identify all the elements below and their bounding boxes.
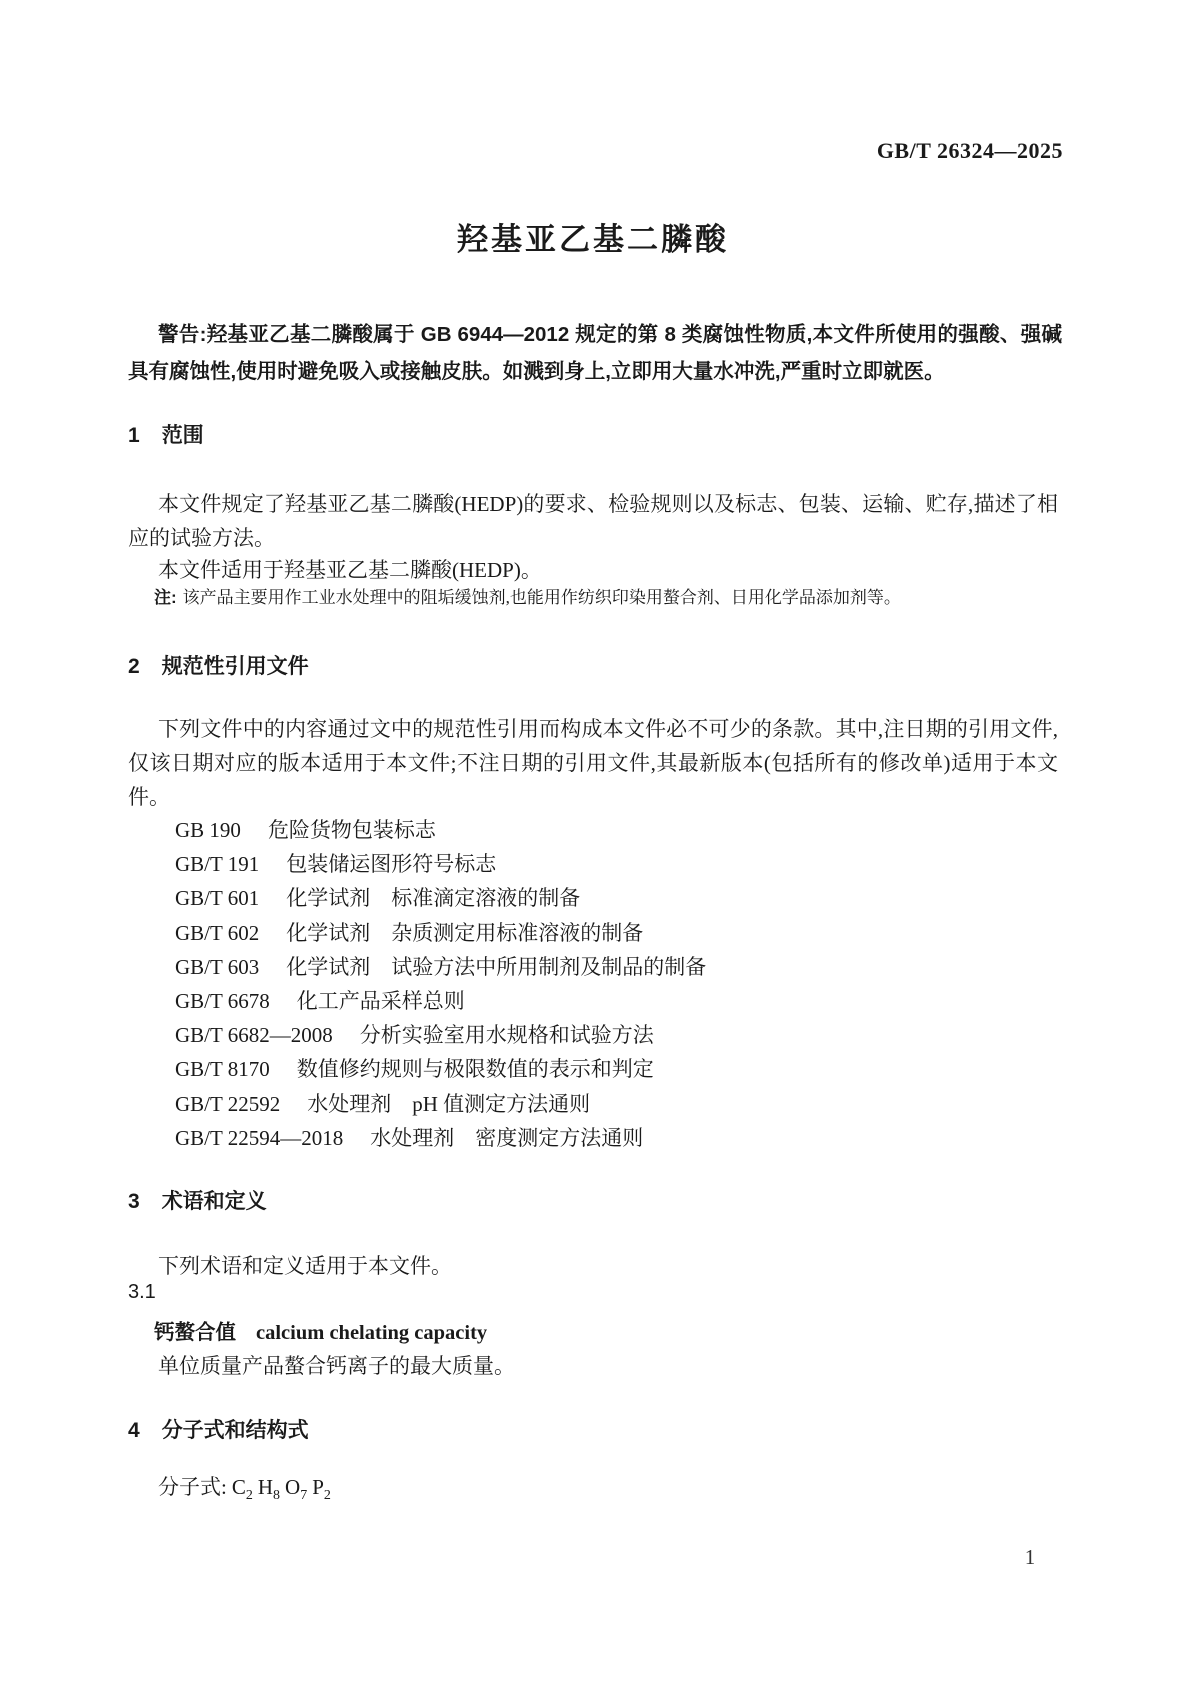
- reference-item: [128, 813, 1058, 847]
- reference-title: 水处理剂 pH 值测定方法通则: [307, 1091, 591, 1116]
- reference-code: GB/T 6678: [175, 989, 270, 1014]
- reference-item: [128, 950, 1058, 984]
- formula-element: $C_2$: [231, 1475, 253, 1504]
- reference-title: 包装储运图形符号标志: [286, 852, 497, 877]
- section-3-heading: [128, 1185, 1058, 1215]
- section-2-heading: [128, 650, 1058, 680]
- reference-code: GB/T 6682—2008: [175, 1023, 333, 1048]
- formula-element: $O_7$: [285, 1475, 308, 1504]
- section-4-heading: [128, 1414, 1058, 1444]
- normative-references-intro: 下列文件中的内容通过文中的规范性引用而构成本文件必不可少的条款。其中,注日期的引用文件,仅该日期对应的版本适用于本文件;不注日期的引用文件,其最新版本(包括所有的修改单)适用于本文件。: [128, 717, 1058, 809]
- reference-title: 化工产品采样总则: [296, 989, 465, 1014]
- term-definition: 单位质量产品螯合钙离子的最大质量。: [158, 1354, 515, 1378]
- section-1-heading: [128, 419, 1058, 449]
- reference-item: [128, 881, 1058, 915]
- page-number: 1: [1024, 1545, 1036, 1569]
- term-chinese: 钙螯合值: [154, 1321, 236, 1344]
- reference-title: 水处理剂 密度测定方法通则: [370, 1125, 644, 1150]
- note-label: 注:: [154, 588, 177, 607]
- reference-code: GB 190: [175, 818, 241, 842]
- standard-code: GB/T 26324—2025: [876, 138, 1063, 163]
- reference-code: GB/T 22594—2018: [175, 1125, 344, 1150]
- reference-item: [128, 984, 1058, 1018]
- reference-code: GB/T 601: [175, 886, 260, 911]
- section-1-title: 范围: [161, 424, 204, 447]
- section-4-number: 4: [128, 1419, 140, 1442]
- reference-code: GB/T 8170: [175, 1057, 270, 1082]
- reference-code: GB/T 603: [175, 954, 260, 979]
- formula-label: 分子式:: [158, 1475, 227, 1499]
- term-number: 3.1: [128, 1281, 156, 1303]
- reference-item: [128, 1121, 1058, 1155]
- section-2-title: 规范性引用文件: [161, 655, 309, 678]
- section-1-number: 1: [128, 424, 140, 447]
- document-title: 羟基亚乙基二膦酸: [457, 222, 729, 257]
- reference-item: [128, 847, 1058, 881]
- formula-element: $P_2$: [312, 1475, 331, 1504]
- warning-paragraph: 警告:羟基亚乙基二膦酸属于 GB 6944—2012 规定的第 8 类腐蚀性物质,本文件所使用的强酸、强碱具有腐蚀性,使用时避免吸入或接触皮肤。如溅到身上,立即用大量水冲洗,严重时立即就医。: [128, 323, 1062, 383]
- reference-code: GB/T 22592: [175, 1091, 281, 1116]
- reference-item: [128, 916, 1058, 950]
- scope-paragraph-2: 本文件适用于羟基亚乙基二膦酸(HEDP)。: [158, 558, 542, 582]
- reference-title: 化学试剂 试验方法中所用制剂及制品的制备: [286, 954, 707, 979]
- section-3-title: 术语和定义: [161, 1190, 267, 1213]
- reference-item: [128, 1052, 1058, 1086]
- section-3-number: 3: [128, 1190, 140, 1213]
- reference-code: GB/T 191: [175, 852, 260, 877]
- reference-item: [128, 1018, 1058, 1052]
- reference-title: 危险货物包装标志: [267, 818, 436, 842]
- reference-title: 数值修约规则与极限数值的表示和判定: [296, 1057, 654, 1082]
- formula-body: [227, 1475, 331, 1504]
- molecular-formula: [128, 1471, 1058, 1504]
- terms-intro: 下列术语和定义适用于本文件。: [158, 1254, 452, 1278]
- references-list: [128, 813, 1058, 1155]
- formula-element: $H_8$: [257, 1475, 281, 1504]
- reference-item: [128, 1087, 1058, 1121]
- reference-code: GB/T 602: [175, 920, 260, 945]
- scope-paragraph-1: 本文件规定了羟基亚乙基二膦酸(HEDP)的要求、检验规则以及标志、包装、运输、贮存,描述了相应的试验方法。: [128, 492, 1058, 550]
- section-4-title: 分子式和结构式: [161, 1419, 309, 1442]
- note-text: 该产品主要用作工业水处理中的阻垢缓蚀剂,也能用作纺织印染用螯合剂、日用化学品添加剂等。: [182, 588, 901, 607]
- reference-title: 化学试剂 杂质测定用标准溶液的制备: [286, 920, 644, 945]
- reference-title: 分析实验室用水规格和试验方法: [359, 1023, 654, 1048]
- reference-title: 化学试剂 标准滴定溶液的制备: [286, 886, 581, 911]
- term-english: calcium chelating capacity: [256, 1322, 488, 1344]
- section-2-number: 2: [128, 655, 140, 678]
- scope-note: [128, 584, 1062, 612]
- term-entry: [128, 1315, 1058, 1345]
